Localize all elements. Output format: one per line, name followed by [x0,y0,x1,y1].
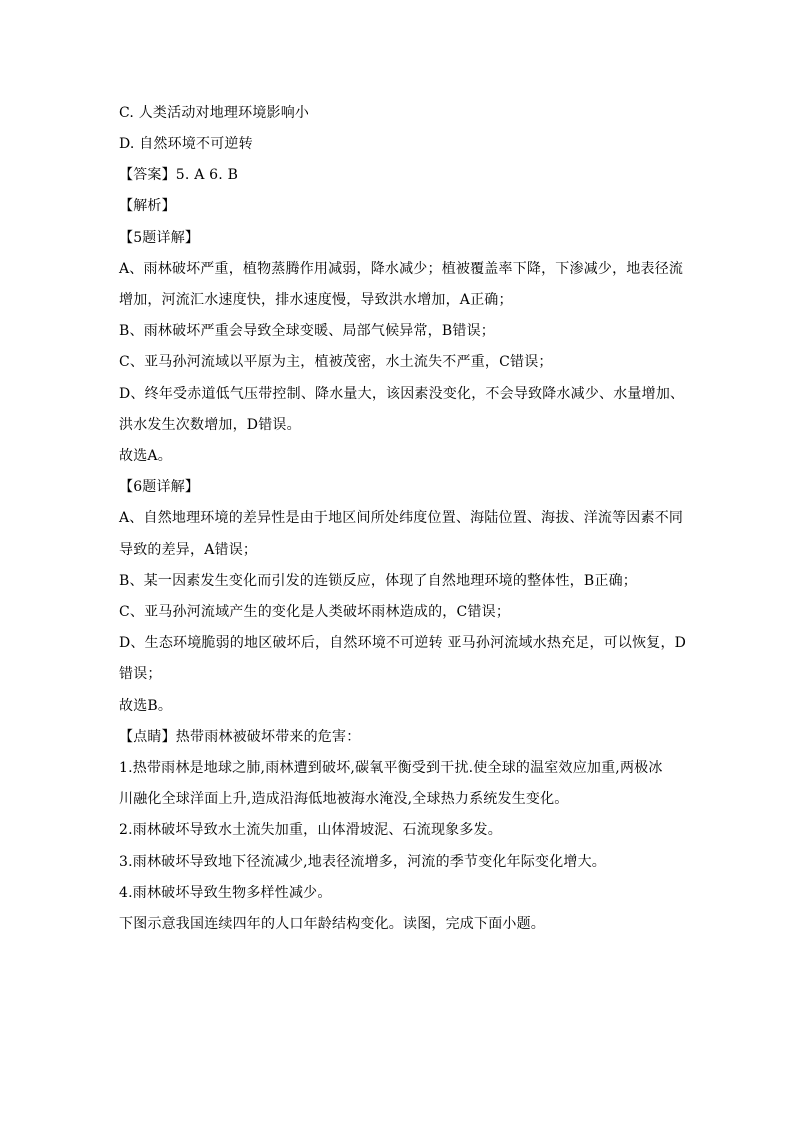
tip-item-3: 3.雨林破坏导致地下径流减少,地表径流增多，河流的季节变化年际变化增大。 [119,854,607,870]
q6-line-d-2: 错误； [119,666,162,682]
option-d-line: D. 自然环境不可逆转 [119,136,253,152]
tip-item-4: 4.雨林破坏导致生物多样性减少。 [119,885,332,901]
q6-choice: 故选B。 [119,698,173,714]
tip-item-1-line-2: 川融化全球洋面上升,造成沿海低地被海水淹没,全球热力系统发生变化。 [119,791,569,807]
next-question-intro: 下图示意我国连续四年的人口年龄结构变化。读图，完成下面小题。 [119,916,545,932]
option-c-line: C. 人类活动对地理环境影响小 [119,105,310,121]
q6-line-b: B、某一因素发生变化而引发的连锁反应，体现了自然地理环境的整体性，B正确； [119,573,637,589]
analysis-heading: 【解析】 [119,198,176,214]
q5-choice: 故选A。 [119,448,172,464]
q6-line-c: C、亚马孙河流域产生的变化是人类破坏雨林造成的，C错误； [119,604,511,620]
q5-heading: 【5题详解】 [119,230,200,246]
q5-line-c: C、亚马孙河流域以平原为主，植被茂密，水土流失不严重，C错误； [119,354,553,370]
q6-heading: 【6题详解】 [119,479,200,495]
tip-item-2: 2.雨林破坏导致水土流失加重，山体滑坡泥、石流现象多发。 [119,822,502,838]
tip-heading: 【点睛】热带雨林被破坏带来的危害： [119,729,361,745]
answer-line: 【答案】5. A 6. B [119,167,239,183]
q5-line-d-2: 洪水发生次数增加，D错误。 [119,417,301,433]
tip-item-1-line-1: 1.热带雨林是地球之肺,雨林遭到破坏,碳氧平衡受到干扰.使全球的温室效应加重,两极冰 [119,760,663,776]
q6-line-d-1: D、生态环境脆弱的地区破坏后，自然环境不可逆转 亚马孙河流域水热充足，可以恢复，D [119,635,687,651]
q5-line-d-1: D、终年受赤道低气压带控制、降水量大，该因素没变化，不会导致降水减少、水量增加、 [119,386,685,402]
q5-line-a-2: 增加，河流汇水速度快，排水速度慢，导致洪水增加，A正确； [119,292,513,308]
q6-line-a-2: 导致的差异，A错误； [119,542,258,558]
q5-line-a-1: A、雨林破坏严重，植物蒸腾作用减弱，降水减少；植被覆盖率下降，下渗减少，地表径流 [119,261,684,277]
q5-line-b: B、雨林破坏严重会导致全球变暖、局部气候异常，B错误； [119,323,495,339]
q6-line-a-1: A、自然地理环境的差异性是由于地区间所处纬度位置、海陆位置、海拔、洋流等因素不同 [119,510,684,526]
